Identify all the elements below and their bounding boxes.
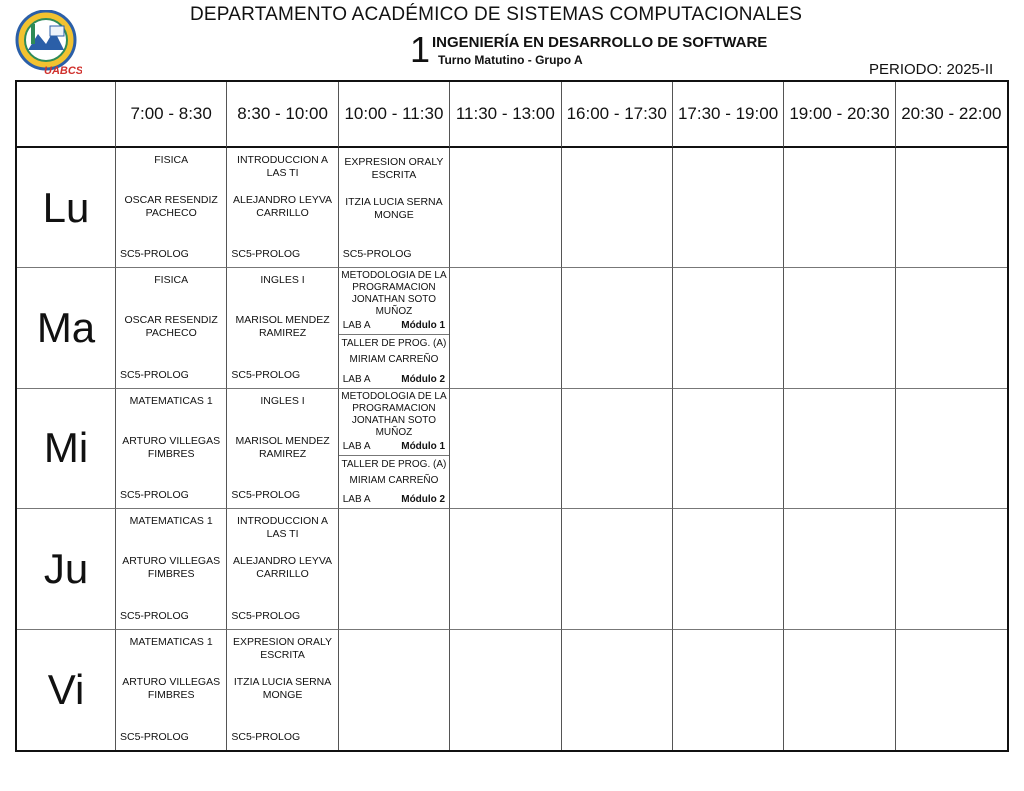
day-label: Lu: [17, 148, 116, 268]
subject-name: INTRODUCCION A LAS TI: [237, 515, 329, 541]
class-cell: [227, 148, 338, 268]
empty-cell: [339, 630, 450, 750]
module-label: Módulo 1: [401, 440, 446, 452]
empty-cell: [339, 509, 450, 629]
empty-cell: [896, 268, 1007, 388]
time-header: 17:30 - 19:00: [673, 82, 784, 148]
split-class-cell: [339, 389, 450, 509]
room-name: SC5-PROLOG: [231, 731, 301, 743]
class-cell: [116, 389, 227, 509]
career-title: INGENIERÍA EN DESARROLLO DE SOFTWARE: [432, 34, 768, 51]
teacher-name: ARTURO VILLEGAS FIMBRES: [122, 434, 221, 460]
class-cell: [116, 148, 227, 268]
teacher-name: ITZIA LUCIA SERNA MONGE: [345, 196, 443, 221]
teacher-name: ITZIA LUCIA SERNA MONGE: [233, 675, 332, 701]
room-name: SC5-PROLOG: [120, 609, 189, 622]
room-name: SC5-PROLOG: [231, 248, 301, 261]
empty-cell: [450, 389, 561, 509]
subject-name: MATEMATICAS 1: [129, 635, 213, 648]
lab-row: [343, 374, 445, 386]
lab-name: LAB A: [342, 373, 371, 385]
class-cell: [227, 630, 338, 750]
empty-cell: [784, 389, 895, 509]
day-label: Vi: [17, 630, 116, 750]
empty-cell: [562, 509, 673, 629]
department-title: DEPARTAMENTO ACADÉMICO DE SISTEMAS COMPUTACIONALES: [190, 4, 803, 25]
lab-name: LAB A: [342, 494, 371, 506]
shift-group: Turno Matutino - Grupo A: [438, 53, 583, 67]
empty-cell: [673, 148, 784, 268]
empty-cell: [673, 389, 784, 509]
empty-cell: [562, 389, 673, 509]
day-label: Mi: [17, 389, 116, 509]
split-top: [339, 268, 449, 335]
empty-cell: [673, 630, 784, 750]
empty-cell: [784, 509, 895, 629]
empty-cell: [896, 509, 1007, 629]
subject-name: EXPRESION ORALY ESCRITA: [344, 156, 444, 181]
teacher-name: ARTURO VILLEGAS FIMBRES: [122, 675, 221, 701]
empty-cell: [896, 389, 1007, 509]
split-class-cell: [339, 268, 450, 388]
lab-row: [343, 441, 445, 453]
lab-row: [343, 320, 445, 332]
empty-cell: [673, 268, 784, 388]
logo-text: UABCS: [44, 65, 82, 76]
class-cell: [339, 148, 450, 268]
course-teacher-text: METODOLOGIA DE LA PROGRAMACION JONATHAN SOTO MUÑOZ: [341, 390, 447, 438]
schedule-table: [15, 80, 1009, 752]
teacher-name: MIRIAM CARREÑO: [349, 474, 439, 486]
module-label: Módulo 2: [401, 373, 446, 385]
class-cell: [116, 268, 227, 388]
lab-row: [343, 494, 445, 506]
semester-number: 1: [410, 29, 431, 70]
empty-cell: [896, 148, 1007, 268]
empty-cell: [450, 148, 561, 268]
room-name: SC5-PROLOG: [231, 368, 301, 381]
empty-cell: [784, 268, 895, 388]
empty-cell: [562, 148, 673, 268]
time-header: 19:00 - 20:30: [784, 82, 895, 148]
split-bottom: [339, 335, 449, 387]
room-name: SC5-PROLOG: [120, 489, 189, 502]
time-header: 20:30 - 22:00: [896, 82, 1007, 148]
corner-cell: [17, 82, 116, 148]
class-cell: [116, 509, 227, 629]
room-name: SC5-PROLOG: [231, 489, 301, 502]
course-teacher-text: METODOLOGIA DE LA PROGRAMACION JONATHAN SOTO MUÑOZ: [341, 270, 447, 318]
time-header: 8:30 - 10:00: [227, 82, 338, 148]
lab-name: LAB A: [342, 440, 371, 452]
class-cell: [227, 389, 338, 509]
day-label: Ju: [17, 509, 116, 629]
teacher-name: MIRIAM CARREÑO: [349, 354, 439, 366]
module-label: Módulo 1: [401, 320, 446, 332]
teacher-name: OSCAR RESENDIZ PACHECO: [124, 314, 218, 340]
time-header: 7:00 - 8:30: [116, 82, 227, 148]
subject-name: TALLER DE PROG. (A): [341, 458, 447, 470]
module-label: Módulo 2: [401, 494, 446, 506]
empty-cell: [784, 148, 895, 268]
empty-cell: [450, 268, 561, 388]
empty-cell: [562, 630, 673, 750]
lab-name: LAB A: [342, 320, 371, 332]
teacher-name: ALEJANDRO LEYVA CARRILLO: [233, 194, 333, 219]
subject-name: INTRODUCCION A LAS TI: [237, 154, 329, 179]
subject-name: MATEMATICAS 1: [129, 394, 213, 407]
empty-cell: [562, 268, 673, 388]
time-header: 16:00 - 17:30: [562, 82, 673, 148]
split-top: [339, 389, 449, 456]
teacher-name: MARISOL MENDEZ RAMIREZ: [235, 434, 330, 460]
class-cell: [116, 630, 227, 750]
room-name: SC5-PROLOG: [120, 248, 189, 261]
subject-name: EXPRESION ORALY ESCRITA: [233, 635, 333, 661]
room-name: SC5-PROLOG: [231, 609, 301, 622]
room-name: SC5-PROLOG: [120, 731, 189, 743]
day-label: Ma: [17, 268, 116, 388]
teacher-name: ALEJANDRO LEYVA CARRILLO: [233, 555, 333, 581]
empty-cell: [450, 509, 561, 629]
room-name: SC5-PROLOG: [342, 248, 412, 261]
empty-cell: [784, 630, 895, 750]
university-logo: [14, 10, 82, 76]
subject-name: INGLES I: [260, 274, 305, 287]
class-cell: [227, 268, 338, 388]
room-name: SC5-PROLOG: [120, 368, 189, 381]
subject-name: FISICA: [154, 154, 189, 166]
time-header: 11:30 - 13:00: [450, 82, 561, 148]
teacher-name: ARTURO VILLEGAS FIMBRES: [122, 555, 221, 581]
empty-cell: [896, 630, 1007, 750]
subject-name: FISICA: [154, 274, 189, 287]
time-header: 10:00 - 11:30: [339, 82, 450, 148]
empty-cell: [673, 509, 784, 629]
period-label: PERIODO: 2025-II: [869, 61, 994, 78]
subject-name: TALLER DE PROG. (A): [341, 338, 447, 350]
empty-cell: [450, 630, 561, 750]
subject-name: MATEMATICAS 1: [129, 515, 213, 528]
split-bottom: [339, 456, 449, 508]
teacher-name: OSCAR RESENDIZ PACHECO: [124, 194, 218, 219]
class-cell: [227, 509, 338, 629]
subject-name: INGLES I: [260, 394, 305, 407]
teacher-name: MARISOL MENDEZ RAMIREZ: [235, 314, 330, 340]
